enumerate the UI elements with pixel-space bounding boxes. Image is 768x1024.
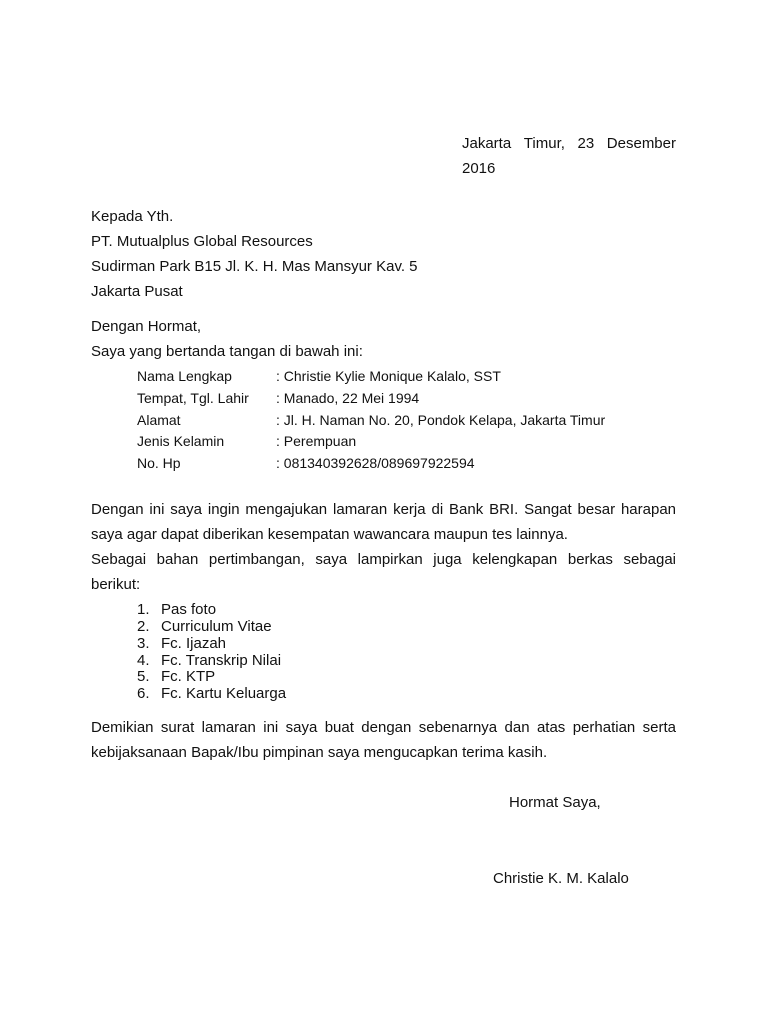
recipient-address: Sudirman Park B15 Jl. K. H. Mas Mansyur Kav. 5	[91, 258, 418, 275]
list-text: Fc. KTP	[161, 668, 216, 685]
body-paragraph-1-line-1: Dengan ini saya ingin mengajukan lamaran kerja di Bank BRI. Sangat besar harapan	[91, 501, 676, 518]
field-label-address: Alamat	[137, 412, 181, 428]
recipient-company: PT. Mutualplus Global Resources	[91, 233, 313, 250]
field-value-address: : Jl. H. Naman No. 20, Pondok Kelapa, Jakarta Timur	[276, 412, 606, 428]
list-number: 2.	[137, 618, 150, 635]
list-number: 6.	[137, 685, 150, 702]
signoff: Hormat Saya,	[509, 794, 601, 811]
closing-line-1: Demikian surat lamaran ini saya buat dengan sebenarnya dan atas perhatian serta	[91, 719, 676, 736]
list-number: 4.	[137, 652, 150, 669]
date-place: Jakarta	[462, 135, 512, 152]
date-month: Desember	[606, 135, 676, 152]
list-text: Pas foto	[161, 601, 217, 618]
field-value-gender: : Perempuan	[276, 433, 357, 449]
recipient-city: Jakarta Pusat	[91, 283, 183, 300]
date-line-1	[462, 131, 676, 156]
letter-date	[462, 131, 676, 181]
field-label-gender: Jenis Kelamin	[137, 433, 225, 449]
date-day: 23	[577, 135, 595, 152]
recipient-to: Kepada Yth.	[91, 208, 174, 225]
list-item	[137, 601, 216, 618]
list-item	[137, 618, 272, 635]
greeting: Dengan Hormat,	[91, 318, 202, 335]
intro-line: Saya yang bertanda tangan di bawah ini:	[91, 343, 363, 360]
closing-line-2: kebijaksanaan Bapak/Ibu pimpinan saya mengucapkan terima kasih.	[91, 744, 548, 761]
list-number: 3.	[137, 635, 150, 652]
body-paragraph-1	[91, 497, 676, 547]
body-paragraph-1-line-2: saya agar dapat diberikan kesempatan wawancara maupun tes lainnya.	[91, 526, 568, 543]
body-paragraph-2-line-1: Sebagai bahan pertimbangan, saya lampirkan juga kelengkapan berkas sebagai	[91, 551, 676, 568]
list-text: Fc. Kartu Keluarga	[161, 685, 287, 702]
closing-paragraph	[91, 715, 676, 765]
field-label-name: Nama Lengkap	[137, 368, 232, 384]
list-item	[137, 685, 286, 702]
date-area: Timur,	[523, 135, 565, 152]
field-label-birth: Tempat, Tgl. Lahir	[137, 390, 249, 406]
field-value-name: : Christie Kylie Monique Kalalo, SST	[276, 368, 501, 384]
list-text: Fc. Transkrip Nilai	[161, 652, 282, 669]
signer-name: Christie K. M. Kalalo	[493, 870, 629, 887]
list-item	[137, 635, 226, 652]
body-paragraph-2	[91, 547, 676, 597]
field-value-phone: : 081340392628/089697922594	[276, 455, 475, 471]
field-value-birth: : Manado, 22 Mei 1994	[276, 390, 420, 406]
list-number: 1.	[137, 601, 150, 618]
date-year: 2016	[462, 160, 496, 177]
list-item	[137, 652, 281, 669]
list-item	[137, 668, 215, 685]
field-label-phone: No. Hp	[137, 455, 181, 471]
list-text: Curriculum Vitae	[161, 618, 272, 635]
list-text: Fc. Ijazah	[161, 635, 227, 652]
body-paragraph-2-line-2: berikut:	[91, 576, 141, 593]
list-number: 5.	[137, 668, 150, 685]
